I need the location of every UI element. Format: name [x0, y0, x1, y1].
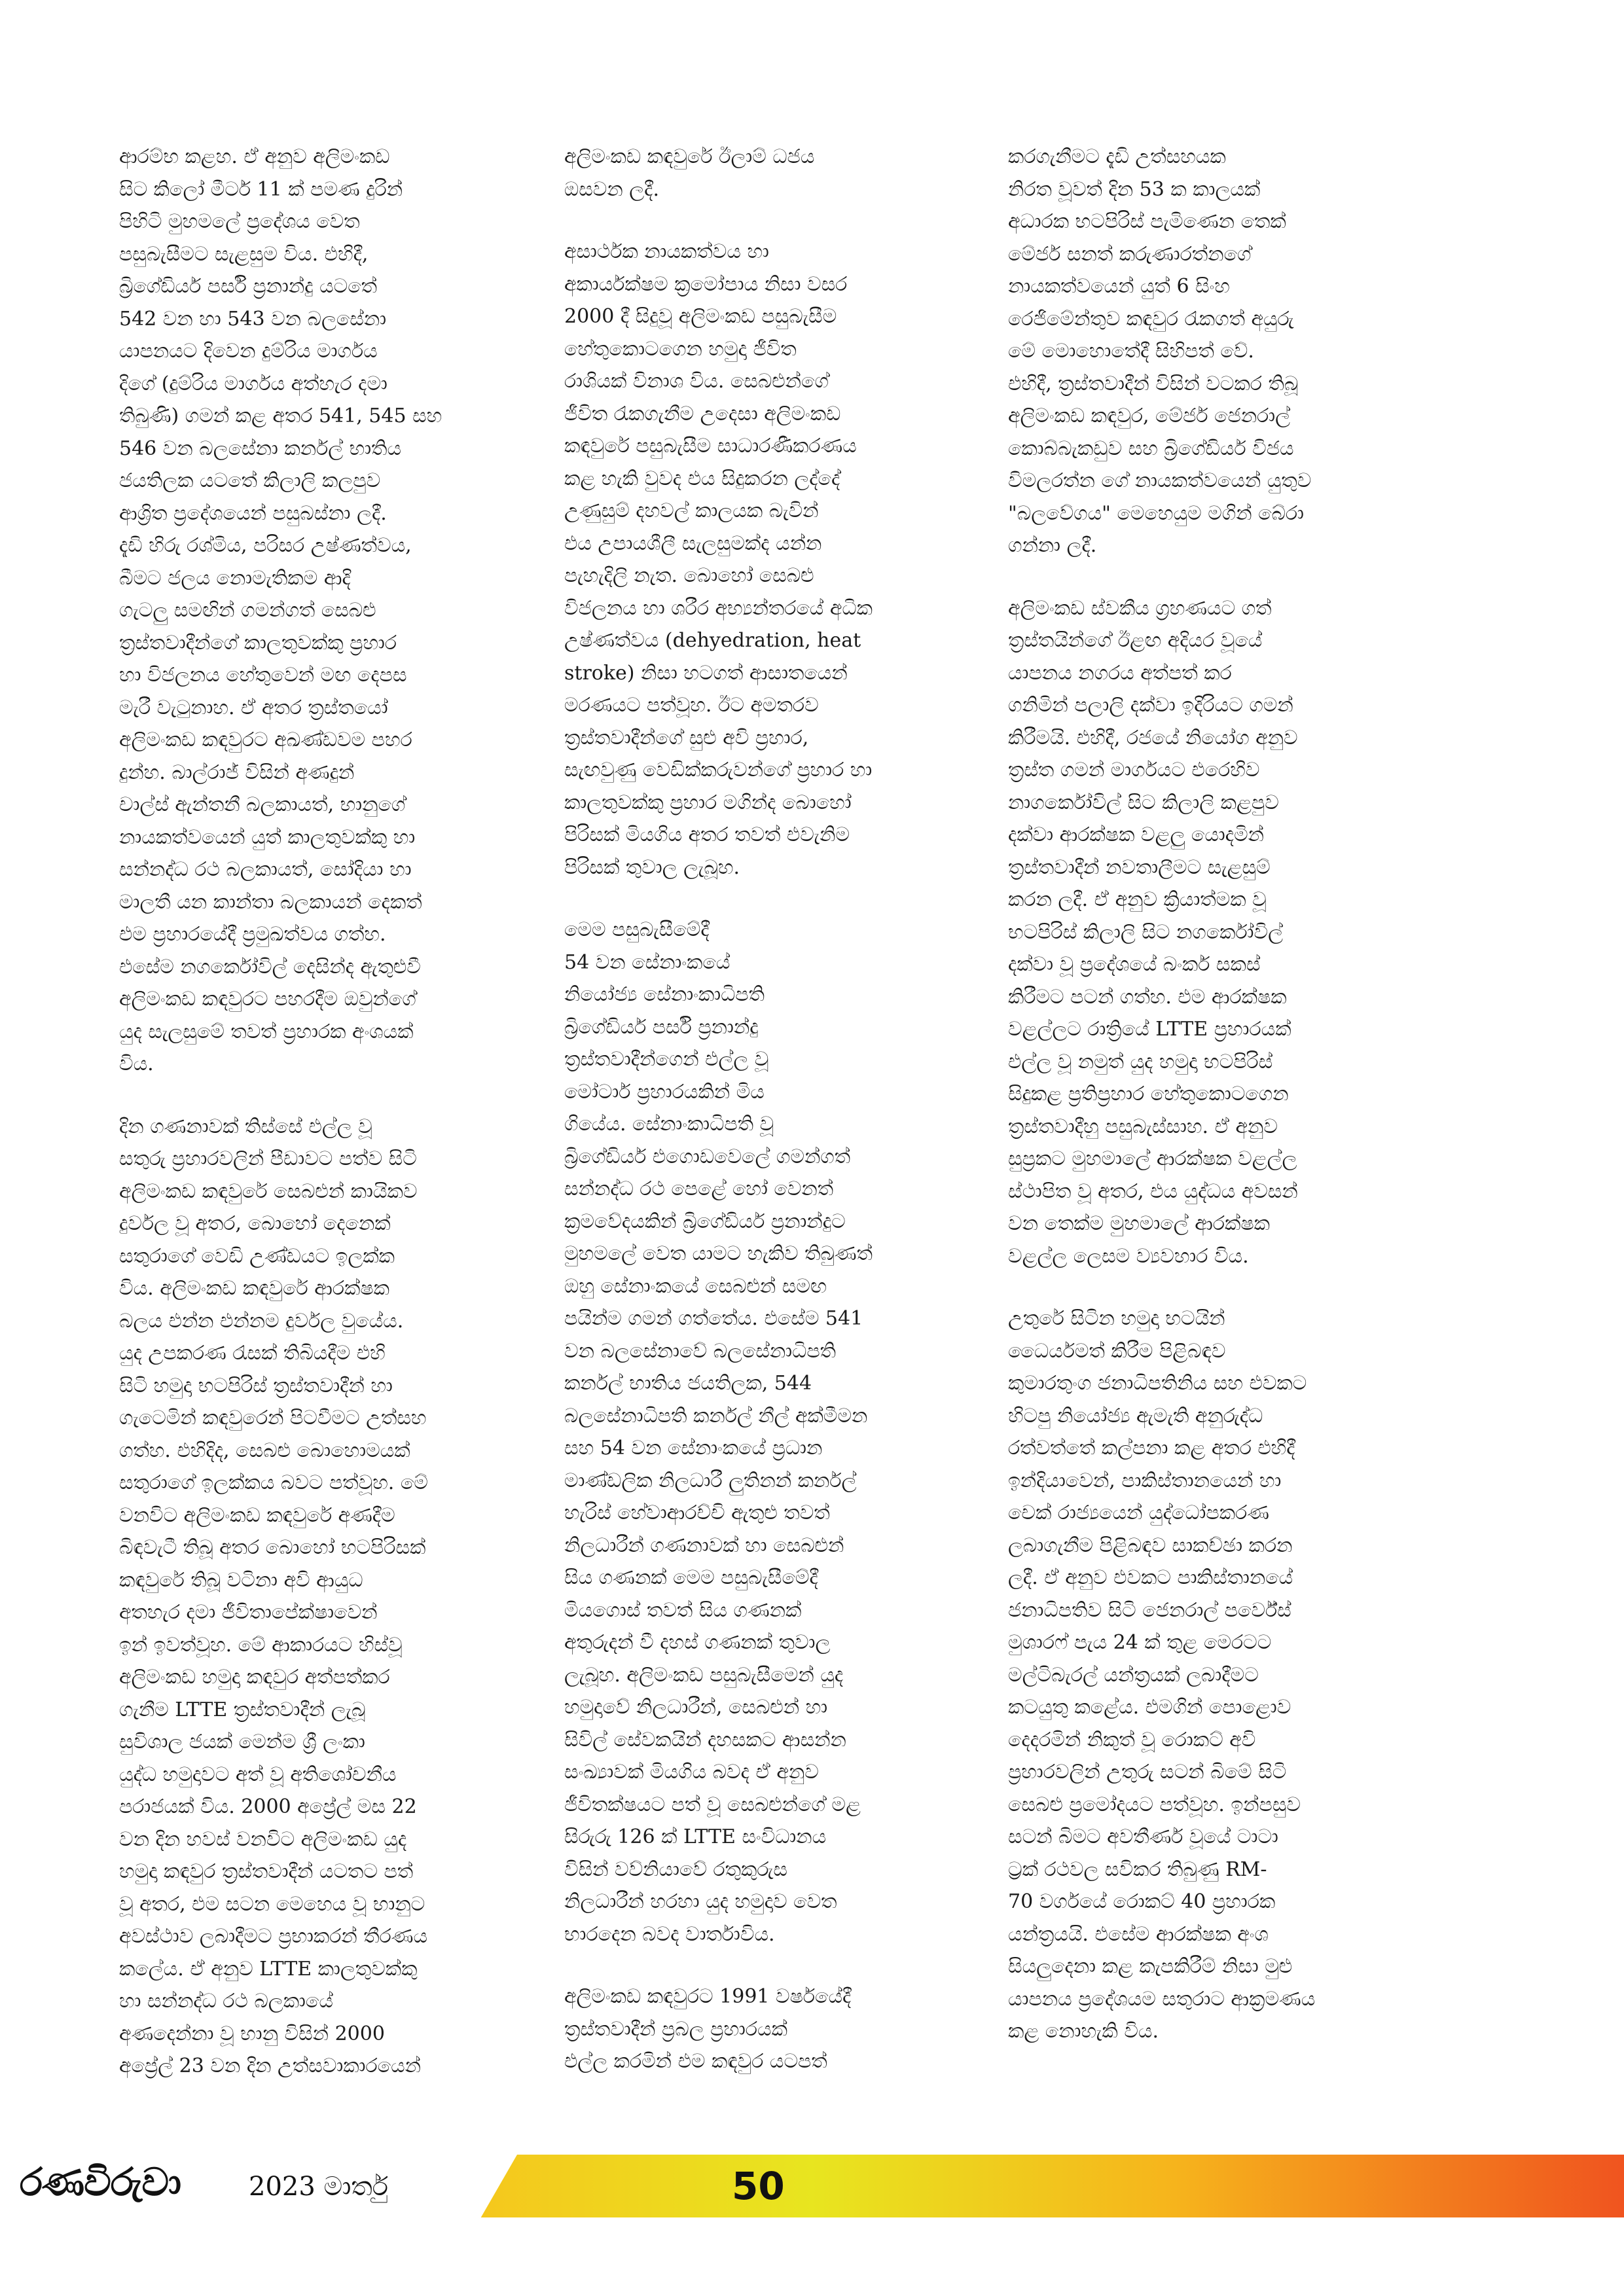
- article-column-1: [119, 141, 525, 2113]
- paragraph: දින ගණනාවක් තිස්සේ එල්ල වූ සතුරු ප්‍රහාරවලින් පීඩාවට පත්ව සිටි අලිමංකඩ කඳවුරේ සෙබළුන් කායිකව දුර්වල වූ අතර, බොහෝ දෙනෙක් සතුරාගේ වෙඩි උණ්ඩයට ඉලක්ක විය. අලිමංකඩ කඳවුරේ ආරක්ෂක බලය එන්න එන්නම දුර්වල වුයේය. යුද උපකරණ රැසක් තිබියදීම එහි සිටි හමුදා භටපිරිස් ත්‍රස්තවාදීන් හා ගැටෙමින් කඳවුරෙන් පිටවීමට උත්සහ ගත්හ. එහිදිද, සෙබළු බොහොමයක් සතුරාගේ ඉලක්කය බවට පත්වූහ. මේ වනවිට අලිමංකඩ කඳවුරේ අණදීම බිඳවැටී තිබූ අතර බොහෝ භටපිරිසක් කඳවුරේ තිබූ වටිනා අවි ආයුධ අතහැර දමා ජීවිතාපේක්ෂාවෙන් ඉන් ඉවත්වූහ. මේ ආකාරයට හිස්වූ අලිමංකඩ හමුදා කඳවුර අත්පත්කර ගැනීම LTTE ත්‍රස්තවාදීන් ලැබූ සුවිශාල ජයක් මෙන්ම ශ්‍රී ලංකා යුද්ධ හමුදාවට අත් වූ අතිශෝචනීය පරාජයක් විය. 2000 අප්‍රේල් මස 22 වන දින හවස් වනවිට අලිමංකඩ යුද හමුදා කඳවුර ත්‍රස්තවාදීන් යටතට පත් වූ අතර, එම සටන මෙහෙය වූ භානුට අවස්ථාව ලබාදීමට ප්‍රභාකරන් තීරණය කලේය. ඒ අනුව LTTE කාලතුවක්කු හා සන්නද්ධ රථ බලකායේ අණදෙන්නා වූ භානු විසින් 2000 අප්‍රේල් 23 වන දින උත්සවාකාරයෙන්: [119, 1115, 428, 2077]
- paragraph: කරගැනීමට දැඩි උත්සහයක නිරත වූවත් දින 53 ක කාලයක් අධාරක භටපිරිස් පැමිණෙන තෙක් මේජර් සනත් කරුණාරත්නගේ නායකත්වයෙන් යුත් 6 සිංහ රෙජිමේන්තුව කඳවුර රැකගත් අයුරු මේ මොහොතේදී සිහිපත් වේ. එහිදී, ත්‍රස්තවාදීන් විසින් වටකර තිබූ අලිමංකඩ කඳවුර, මේජර් ජෙනරාල් කොබ්බැකඩුව සහ බ්‍රිගේඩියර් විජය විමලරත්න ගේ නායකත්වයෙන් යුතුව "බලවේගය" මෙහෙයුම මගින් බේරා ගන්නා ලදී.: [1008, 145, 1312, 557]
- paragraph: ආරම්භ කළහ. ඒ අනුව අලිමංකඩ සිට කිලෝ මීටර් 11 ක් පමණ දුරින් පිහිටි මුහමලේ ප්‍රදේශය වෙත පසුබැසීමට සැළසුම විය. එහිදී, බ්‍රිගේඩියර් පර්සි ප්‍රනාන්දු යටතේ 542 වන හා 543 වන බලසේනා යාපනයට දිවෙන දුම්රිය මාර්ගය දිගේ (දුම්රිය මාර්ගය අත්හැර දමා තිබුණි) ගමන් කළ අතර 541, 545 සහ 546 වන බලසේනා කර්නල් භාතිය ජයතිලක යටතේ කිලාලි කලපුව ආශ්‍රිත ප්‍රදේශයෙන් පසුබස්නා ලදී. දැඩි හිරු රශ්මිය, පරිසර උෂ්ණත්වය, බීමට ජලය නොමැතිකම ආදි ගැටලු සමඟින් ගමන්ගත් සෙබළු ත්‍රස්තවාදීන්ගේ කාලතුවක්කු ප්‍රහාර හා විජලනය හේතුවෙන් මඟ දෙපස මැරී වැටුනාහ. ඒ අතර ත්‍රස්තයෝ අලිමංකඩ කඳවුරට අඛණ්ඩවම පහර දුන්හ. බාල්රාජ් විසින් අණදුන් චාල්ස් ඇන්තනී බලකායත්, භානුගේ නායකත්වයෙන් යුත් කාලතුවක්කු හා සන්නද්ධ රථ බලකායත්, සෝදියා හා මාලතී යන කාන්තා බලකායන් දෙකත් එම ප්‍රහාරයේදී ප්‍රමුඛත්වය ගත්හ. එසේම නගර්කෝවිල් දෙසින්ද ඇතුළුවී අලිමංකඩ කඳවුරට පහරදීම ඔවුන්ගේ යුද සැලසුමේ තවත් ප්‍රහාරක අංශයක් විය.: [119, 145, 442, 1075]
- paragraph: උතුරේ සිටින හමුදා භටයින් ධෛර්යමත් කිරීම පිළිබඳව කුමාරතුංග ජනාධිපතිනිය සහ එවකට හිටපු නියෝජ්‍ය ඇමැති අනුරුද්ධ රත්වත්තේ කල්පනා කළ අතර එහිදී ඉන්දියාවෙන්, පාකිස්තානයෙන් හා චෙක් රාජ්‍යයෙන් යුද්ධෝපකරණ ලබාගැනීම පිළිබඳව සාකච්ඡා කරන ලදී. ඒ අනුව එවකට පාකිස්තානයේ ජනාධිපතිව සිටි ජෙනරාල් පර්වේස් මුශාරෆ් පැය 24 ක් තුළ මෙරටට මල්ටිබැරල් යන්ත්‍රයක් ලබාදීමට කටයුතු කළේය. එමගින් පොළොව දෙදරමින් නිකුත් වූ රොකට් අවි ප්‍රහාරවලින් උතුරු සටන් බිමේ සිටි සෙබළු ප්‍රමෝදයට පත්වූහ. ඉන්පසුව සටන් බිමට අවතීර්ණ වූයේ ටාටා ට්‍රක් රථවල සවිකර තිබුණු RM- 70 වර්ගයේ රොකට් 40 ප්‍රහාරක යන්ත්‍රයයි. එසේම ආරක්ෂක අංශ සියලුදෙනා කළ කැපකිරීම් නිසා මුළු යාපනය ප්‍රදේශයම සතුරාට ආක්‍රමණය කළ නොහැකි විය.: [1008, 1307, 1316, 2043]
- paragraph: මෙම පසුබැසීමේදී 54 වන සේනාංකයේ නියෝජ්‍ය සේනාංකාධිපති බ්‍රිගේඩියර් පර්සි ප්‍රනාන්දු ත්‍රස්තවාදීන්ගෙන් එල්ල වූ මෝටාර් ප්‍රහාරයකින් මිය ගියේය. සේනාංකාධිපති වූ බ්‍රිගේඩියර් එගොඩවෙලේ ගමන්ගත් සන්නද්ධ රථ පෙළේ හෝ වෙනත් ක්‍රමවේදයකින් බ්‍රිගේඩියර් ප්‍රනාන්දුට මුහමලේ වෙත යාමට හැකිව තිබුණත් ඔහු සේනාංකයේ සෙබළුන් සමඟ පයින්ම ගමන් ගත්තේය. එසේම 541 වන බලසේනාවේ බලසේනාධිපති කර්නල් භාතිය ජයතිලක, 544 බලසේනාධිපති කර්නල් නීල් අක්මීමන සහ 54 වන සේනාංකයේ ප්‍රධාන මාණ්ඩලික නිලධාරී ලුතිනන් කර්නල් හැරිස් හේවාආරච්චි ඇතුළු තවත් නිලධාරීන් ගණනාවක් හා සෙබළුන් සිය ගණනක් මෙම පසුබැසීමේදී මියගොස් තවත් සිය ගණනක් අතුරුදන් වී දහස් ගණනක් තුවාල ලැබූහ. අලිමංකඩ පසුබැසීමෙන් යුද හමුදාවේ නිලධාරීන්, සෙබළුන් හා සිවිල් සේවකයින් දහසකට ආසන්න සංඛ්‍යාවක් මියගිය බවද ඒ අනුව ජීවිතක්ෂයට පත් වූ සෙබළුන්ගේ මළ සිරුරු 126 ක් LTTE සංවිධානය විසින් වව්නියාවේ රතුකුරුස නිලධාරීන් හරහා යුද හමුදාව වෙත භාරදෙන බවද වාර්තාවිය.: [564, 918, 873, 1946]
- paragraph: අසාර්ථක නායකත්වය හා අකාර්යක්ෂම ක්‍රමෝපාය නිසා වසර 2000 දී සිදුවූ අලිමංකඩ පසුබැසීම හේතුකොටගෙන හමුදා ජීවිත රාශියක් විනාශ විය. සෙබළුන්ගේ ජීවිත රැකගැනීම උදෙසා අලිමංකඩ කඳවුරේ පසුබැසීම සාධාරණීකරණය කළ හැකි වුවද එය සිදුකරන ලද්දේ උණුසුම් දහවල් කාලයක බැවින් එය උපායශීලී සැලසුමක්ද යන්න පැහැදිලි නැත. බොහෝ සෙබළු විජලනය හා ශරීර අභ්‍යන්තරයේ අධික උෂ්ණත්වය (dehyedration, heat stroke) නිසා හටගත් ආසාතයෙන් මරණයට පත්වූහ. ඊට අමතරව ත්‍රස්තවාදීන්ගේ සුළු අවි ප්‍රහාර, සැඟවුණු වෙඩික්කරුවන්ගේ ප්‍රහාර හා කාලතුවක්කු ප්‍රහාර මගින්ද බොහෝ පිරිසක් මියගිය අතර තවත් එවැනිම පිරිසක් තුවාල ලැබූහ.: [564, 240, 873, 879]
- article-column-3: [1008, 141, 1414, 2078]
- page-number: 50: [732, 2164, 785, 2208]
- article-column-2: [564, 141, 970, 2108]
- paragraph: අලිමංකඩ කඳවුරට 1991 වර්ෂයේදී ත්‍රස්තවාදීන් ප්‍රබල ප්‍රහාරයක් එල්ල කරමින් එම කඳවුර යටපත්: [564, 1985, 852, 2073]
- magazine-masthead: රණවිරුවා: [20, 2160, 181, 2204]
- paragraph: අලිමංකඩ ස්වකීය ග්‍රහණයට ගත් ත්‍රස්තයින්ගේ ඊළඟ අදියර වූයේ යාපනය නගරය අත්පත් කර ගනිමින් පලාලි දක්වා ඉදිරියට ගමන් කිරීමයි. එහිදී, රජයේ නියෝග අනුව ත්‍රස්ත ගමන් මාර්ගයට එරෙහිව නාගර්කෝවිල් සිට කිලාලි කළපුව දක්වා ආරක්ෂක වළලු යොදමින් ත්‍රස්තවාදීන් නවතාලීමට සැළසුම් කරන ලදී. ඒ අනුව ක්‍රියාත්මක වූ භටපිරිස් කිලාලි සිට නගර්කෝවිල් දක්වා වූ ප්‍රදේශයේ බංකර් සකස් කිරීමට පටන් ගත්හ. එම ආරක්ෂක වළල්ලට රාත්‍රියේ LTTE ප්‍රහාරයක් එල්ල වූ නමුත් යුද හමුදා භටපිරිස් සිදුකළ ප්‍රතිප්‍රහාර හේතුකොටගෙන ත්‍රස්තවාදීහු පසුබැස්සාහ. ඒ අනුව සුප්‍රකට මුහමාලේ ආරක්ෂක වළල්ල ස්ථාපිත වූ අතර, එය යුද්ධය අවසන් වන තෙක්ම මුහමාලේ ආරක්ෂක වළල්ල ලෙසම ව්‍යවහාර විය.: [1008, 596, 1298, 1268]
- paragraph: අලිමංකඩ කඳවුරේ ඊලාම් ධජය ඔසවන ලදී.: [564, 145, 815, 201]
- issue-date: 2023 මාර්තු: [249, 2172, 389, 2202]
